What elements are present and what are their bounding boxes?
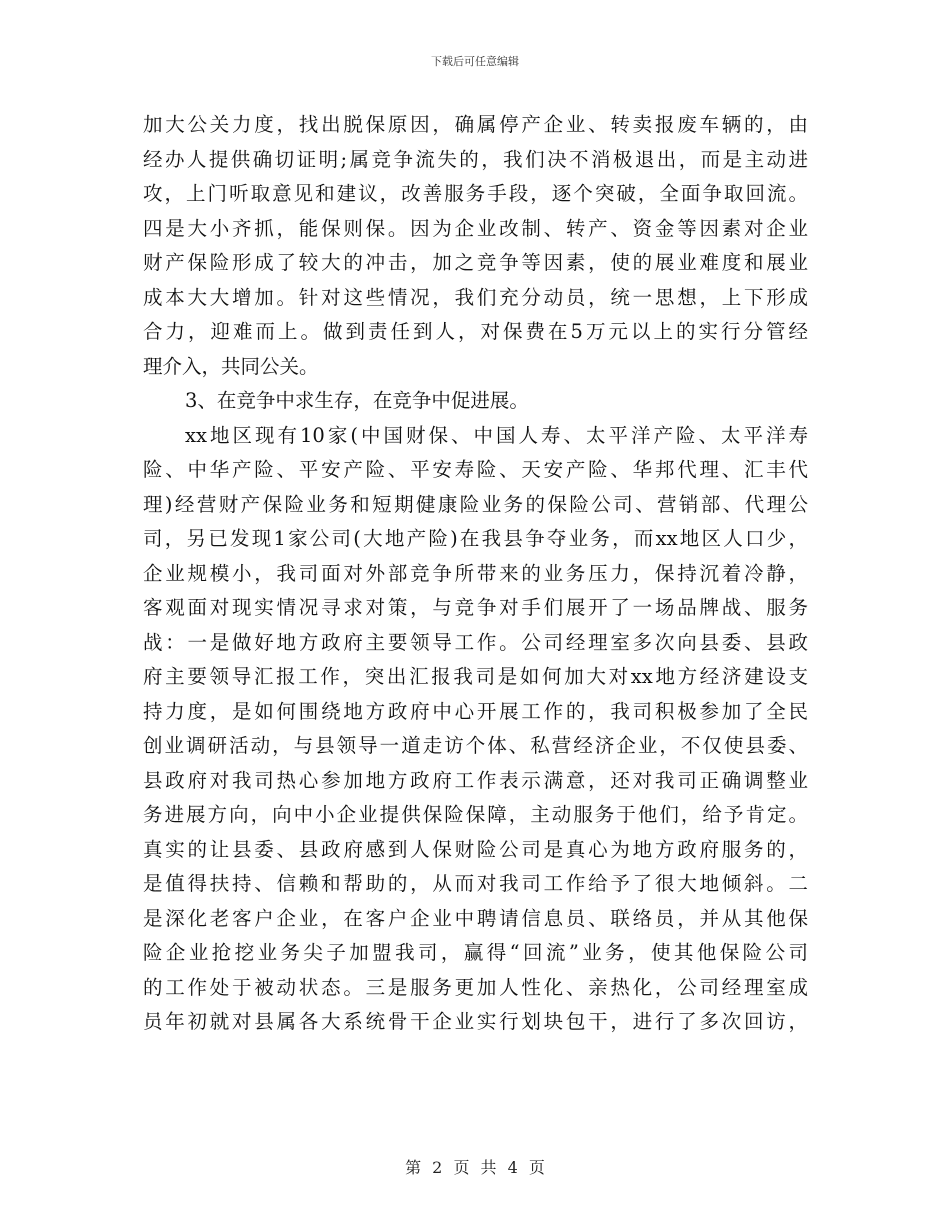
text-line: 客观面对现实情况寻求对策，与竞争对手们展开了一场品牌战、服务 (143, 596, 808, 619)
text-line: 企业规模小，我司面对外部竞争所带来的业务压力，保持沉着冷静， (143, 561, 808, 585)
text-line: 真实的让县委、县政府感到人保财险公司是真心为地方政府服务的， (143, 837, 808, 861)
section-heading: 3、在竞争中求生存，在竞争中促进展。 (185, 389, 529, 412)
text-line: 险、中华产险、平安产险、平安寿险、天安产险、华邦代理、汇丰代 (143, 458, 808, 481)
text-line: 县政府对我司热心参加地方政府工作表示满意，还对我司正确调整业 (143, 768, 808, 792)
text-line: 险企业抢挖业务尖子加盟我司，赢得“回流”业务，使其他保险公司 (143, 941, 808, 964)
text-line: 持力度，是如何围绕地方政府中心开展工作的，我司积极参加了全民 (143, 699, 808, 723)
text-line: 府主要领导汇报工作，突出汇报我司是如何加大对xx地方经济建设支 (143, 665, 808, 688)
text-line: 理)经营财产保险业务和短期健康险业务的保险公司、营销部、代理公 (143, 492, 808, 516)
text-line: 成本大大增加。针对这些情况，我们充分动员，统一思想，上下形成 (143, 285, 808, 309)
text-line: 理介入，共同公关。 (143, 354, 319, 378)
text-line: 务进展方向，向中小企业提供保险保障，主动服务于他们，给予肯定。 (143, 803, 808, 826)
text-line: 司，另已发现1家公司(大地产险)在我县争夺业务，而xx地区人口少， (143, 527, 808, 550)
text-line: 是值得扶持、信赖和帮助的，从而对我司工作给予了很大地倾斜。二 (143, 872, 808, 895)
text-line: xx地区现有10家(中国财保、中国人寿、太平洋产险、太平洋寿 (185, 423, 808, 447)
text-line: 经办人提供确切证明;属竞争流失的，我们决不消极退出，而是主动进 (143, 147, 808, 171)
page-header: 下载后可任意编辑 (431, 55, 519, 68)
text-line: 是深化老客户企业，在客户企业中聘请信息员、联络员，并从其他保 (143, 906, 808, 930)
text-line: 创业调研活动，与县领导一道走访个体、私营经济企业，不仅使县委、 (143, 734, 808, 757)
text-line: 财产保险形成了较大的冲击，加之竞争等因素，使的展业难度和展业 (143, 251, 808, 274)
page-footer: 第 2 页 共 4 页 (405, 1158, 545, 1177)
text-line: 加大公关力度，找出脱保原因，确属停产企业、转卖报废车辆的，由 (143, 113, 808, 136)
text-line: 员年初就对县属各大系统骨干企业实行划块包干，进行了多次回访， (143, 1010, 808, 1033)
text-line: 合力，迎难而上。做到责任到人，对保费在5万元以上的实行分管经 (143, 320, 808, 343)
text-line: 的工作处于被动状态。三是服务更加人性化、亲热化，公司经理室成 (143, 975, 808, 999)
text-line: 战：一是做好地方政府主要领导工作。公司经理室多次向县委、县政 (143, 630, 808, 654)
text-line: 攻，上门听取意见和建议，改善服务手段，逐个突破，全面争取回流。 (143, 182, 808, 205)
text-line: 四是大小齐抓，能保则保。因为企业改制、转产、资金等因素对企业 (143, 216, 808, 240)
document-body (143, 108, 808, 1040)
